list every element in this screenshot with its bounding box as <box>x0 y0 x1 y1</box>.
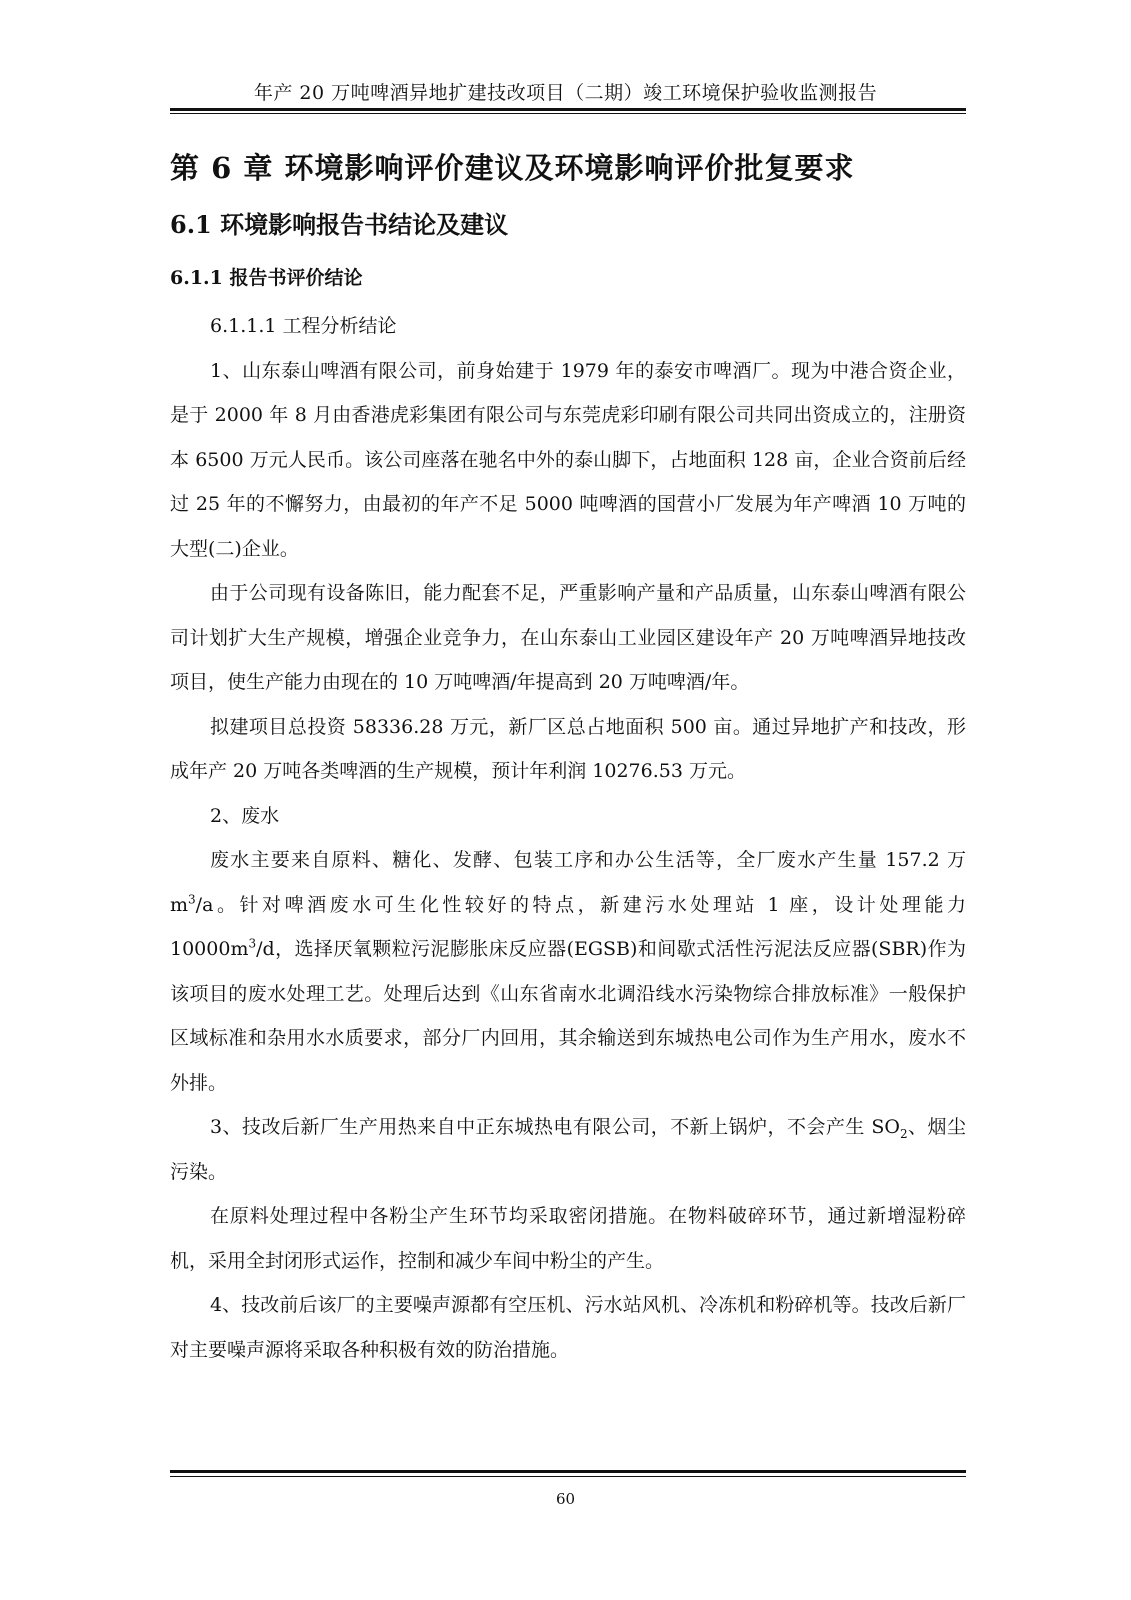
paragraph-investment: 拟建项目总投资 58336.28 万元，新厂区总占地面积 500 亩。通过异地扩产和技改，形成年产 20 万吨各类啤酒的生产规模，预计年利润 10276.53 万元。 <box>170 715 966 782</box>
paragraph-heat-supply: 3、技改后新厂生产用热来自中正东城热电有限公司，不新上锅炉，不会产生 $SO_2$、烟尘污染。 <box>170 1116 966 1183</box>
chapter-title: 第 6 章 环境影响评价建议及环境影响评价批复要求 <box>170 151 855 185</box>
paragraph-company-profile: 1、山东泰山啤酒有限公司，前身始建于 1979 年的泰安市啤酒厂。现为中港合资企业，是于 2000 年 8 月由香港虎彩集团有限公司与东莞虎彩印刷有限公司共同出资成立的，注册资本 6500 万元人民币。该公司座落在驰名中外的泰山脚下，占地面积 128 亩，企业合资前后经过 25 年的不懈努力，由最初的年产不足 5000 吨啤酒的国营小厂发展为年产啤酒 10 万吨的大型(二)企业。 <box>170 359 966 560</box>
footer-rule-thin <box>170 1476 966 1477</box>
paragraph-dust-control: 在原料处理过程中各粉尘产生环节均采取密闭措施。在物料破碎环节，通过新增湿粉碎机，采用全封闭形式运作，控制和减少车间中粉尘的产生。 <box>170 1205 966 1272</box>
header-rule-thin <box>170 113 966 114</box>
paragraph-wastewater-heading: 2、废水 <box>210 804 280 827</box>
footer-rule-thick <box>170 1470 966 1473</box>
subsub-title: 6.1.1.1 工程分析结论 <box>210 315 397 337</box>
page-header: 年产 20 万吨啤酒异地扩建技改项目（二期）竣工环境保护验收监测报告 <box>253 82 878 104</box>
page-body <box>170 138 966 1372</box>
header-rule-thick <box>170 108 966 111</box>
subsection-title: 6.1.1 报告书评价结论 <box>170 267 363 289</box>
page-number: 60 <box>555 1490 576 1508</box>
paragraph-noise: 4、技改前后该厂的主要噪声源都有空压机、污水站风机、冷冻机和粉碎机等。技改后新厂对主要噪声源将采取各种积极有效的防治措施。 <box>170 1294 966 1361</box>
paragraph-project-background: 由于公司现有设备陈旧，能力配套不足，严重影响产量和产品质量，山东泰山啤酒有限公司计划扩大生产规模，增强企业竞争力，在山东泰山工业园区建设年产 20 万吨啤酒异地技改项目，使生产能力由现在的 10 万吨啤酒/年提高到 20 万吨啤酒/年。 <box>170 582 966 693</box>
section-title: 6.1 环境影响报告书结论及建议 <box>170 210 509 239</box>
paragraph-wastewater: 废水主要来自原料、糖化、发酵、包装工序和办公生活等，全厂废水产生量 157.2 万 $m^3/a$。针对啤酒废水可生化性较好的特点，新建污水处理站 1 座，设计处理能力 $10000m^3/d$，选择厌氧颗粒污泥膨胀床反应器(EGSB)和间歇式活性污泥法反应器(SBR)作为该项目的废水处理工艺。处理后达到《山东省南水北调沿线水污染物综合排放标准》一般保护区域标准和杂用水水质要求，部分厂内回用，其余输送到东城热电公司作为生产用水，废水不外排。 <box>170 849 966 1094</box>
